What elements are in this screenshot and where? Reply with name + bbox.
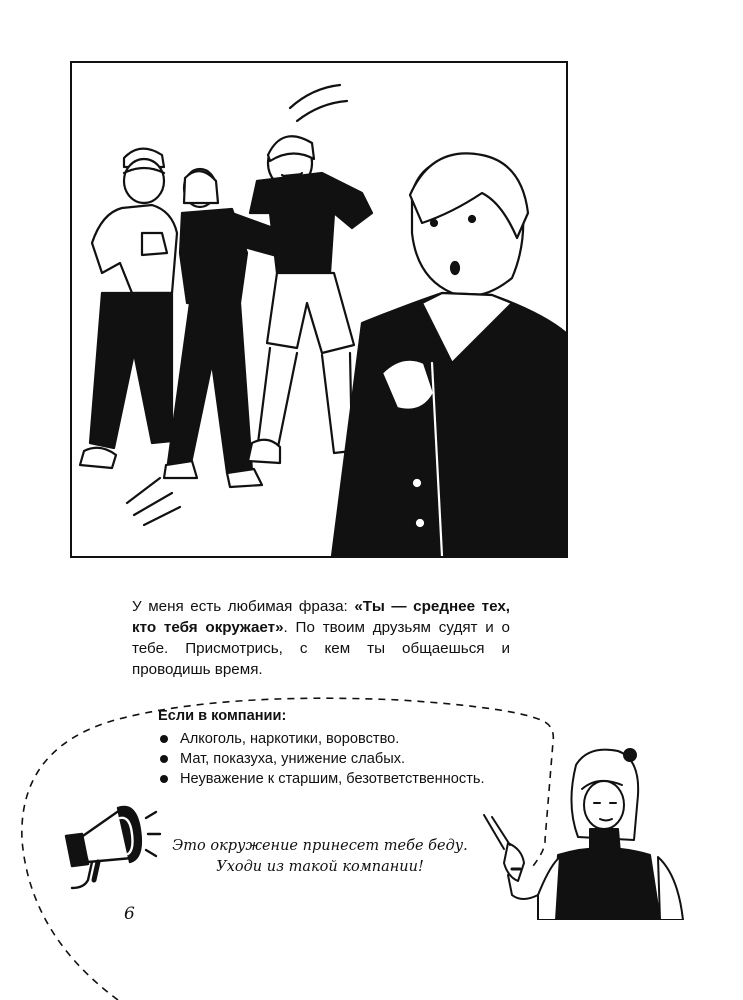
megaphone-icon [58, 788, 168, 903]
main-illustration [70, 61, 568, 558]
handwritten-conclusion [160, 836, 480, 878]
teens-group-drawing [72, 63, 566, 556]
intro-text-start: У меня есть любимая фраза: [132, 598, 355, 615]
warning-list [158, 729, 510, 789]
intro-quote: «Ты — среднее тех, кто тебя окружает» [132, 598, 510, 636]
intro-text-end: . По твоим друзьям судят и о тебе. Присмотрись, с кем ты общаешься и проводишь время. [132, 619, 510, 678]
intro-paragraph [132, 596, 510, 680]
page-number: 6 [124, 904, 135, 924]
handwritten-line-1: Это окружение принесет тебе беду. [172, 838, 468, 854]
list-item: Алкоголь, наркотики, воровство. [158, 729, 510, 749]
handwritten-line-2: Уходи из такой компании! [216, 859, 424, 875]
mascot-character [478, 745, 688, 925]
warning-title: Если в компании: [158, 708, 287, 724]
list-item: Неуважение к старшим, безответственность. [158, 769, 510, 789]
list-item: Мат, показуха, унижение слабых. [158, 749, 510, 769]
